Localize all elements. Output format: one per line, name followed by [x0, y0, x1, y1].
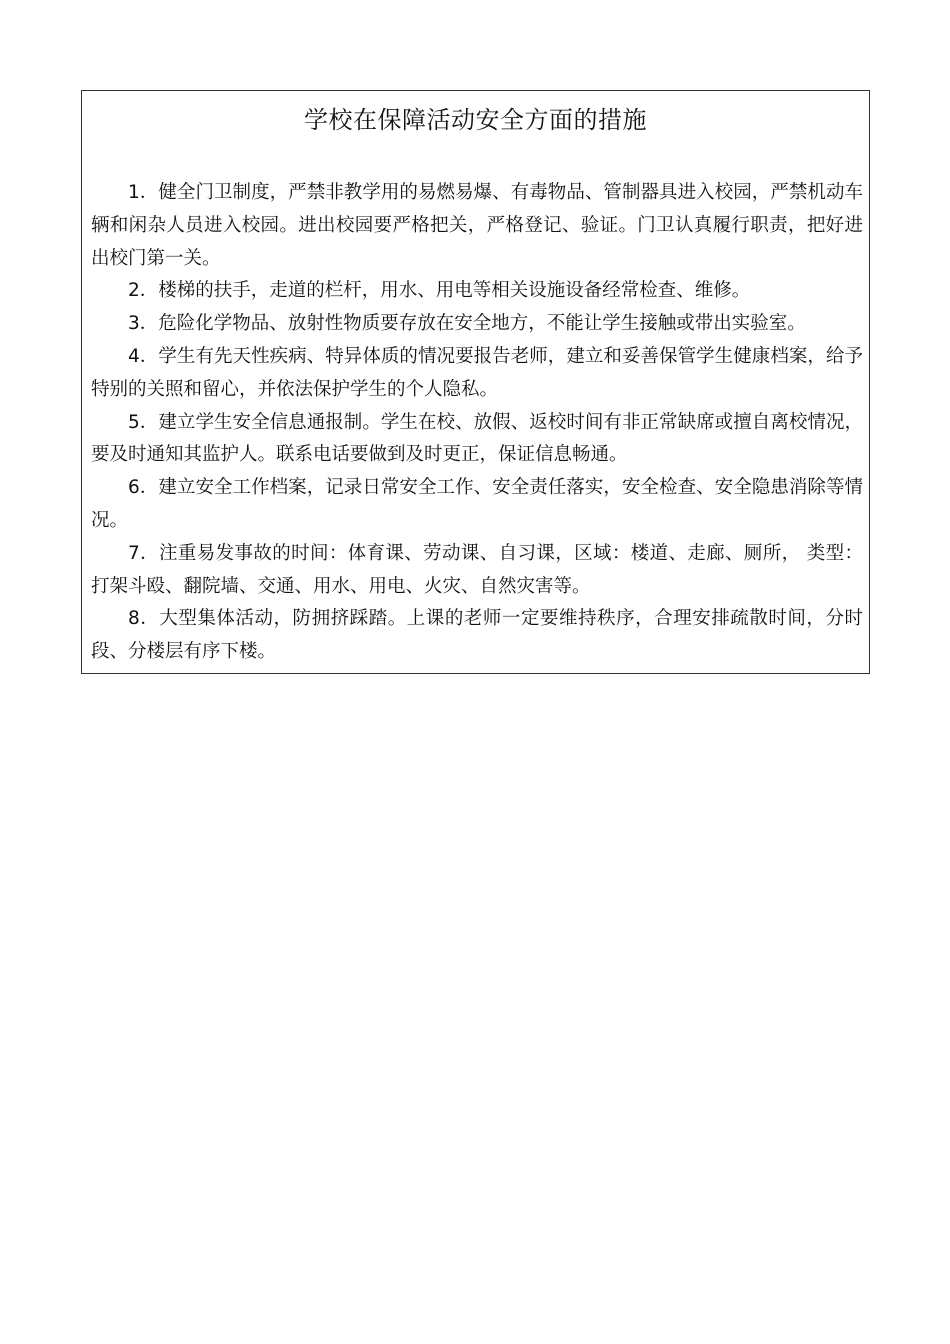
document-title: 学校在保障活动安全方面的措施: [304, 106, 647, 134]
measure-item-7: 7．注重易发事故的时间：体育课、劳动课、自习课，区域：楼道、走廊、厕所， 类型：打架斗殴、翻院墙、交通、用水、用电、火灾、自然灾害等。: [91, 542, 863, 597]
measure-item-1: 1．健全门卫制度，严禁非教学用的易燃易爆、有毒物品、管制器具进入校园，严禁机动车辆和闲杂人员进入校园。进出校园要严格把关，严格登记、验证。门卫认真履行职责，把好进出校门第一关。: [91, 182, 863, 269]
measure-item-2: 2．楼梯的扶手，走道的栏杆，用水、用电等相关设施设备经常检查、维修。: [128, 280, 751, 302]
measure-item-4: 4．学生有先天性疾病、特异体质的情况要报告老师，建立和妥善保管学生健康档案，给予特别的关照和留心，并依法保护学生的个人隐私。: [91, 345, 863, 400]
document-frame: [81, 90, 870, 674]
document-body: [91, 177, 863, 669]
measure-item-6: 6．建立安全工作档案，记录日常安全工作、安全责任落实，安全检查、安全隐患消除等情况。: [91, 477, 863, 531]
measure-item-5: 5．建立学生安全信息通报制。学生在校、放假、返校时间有非正常缺席或擅自离校情况，要及时通知其监护人。联系电话要做到及时更正，保证信息畅通。: [91, 411, 863, 466]
measure-item-3: 3．危险化学物品、放射性物质要存放在安全地方，不能让学生接触或带出实验室。: [128, 313, 806, 335]
measure-item-8: 8．大型集体活动，防拥挤踩踏。上课的老师一定要维持秩序，合理安排疏散时间，分时段、分楼层有序下楼。: [91, 608, 863, 663]
